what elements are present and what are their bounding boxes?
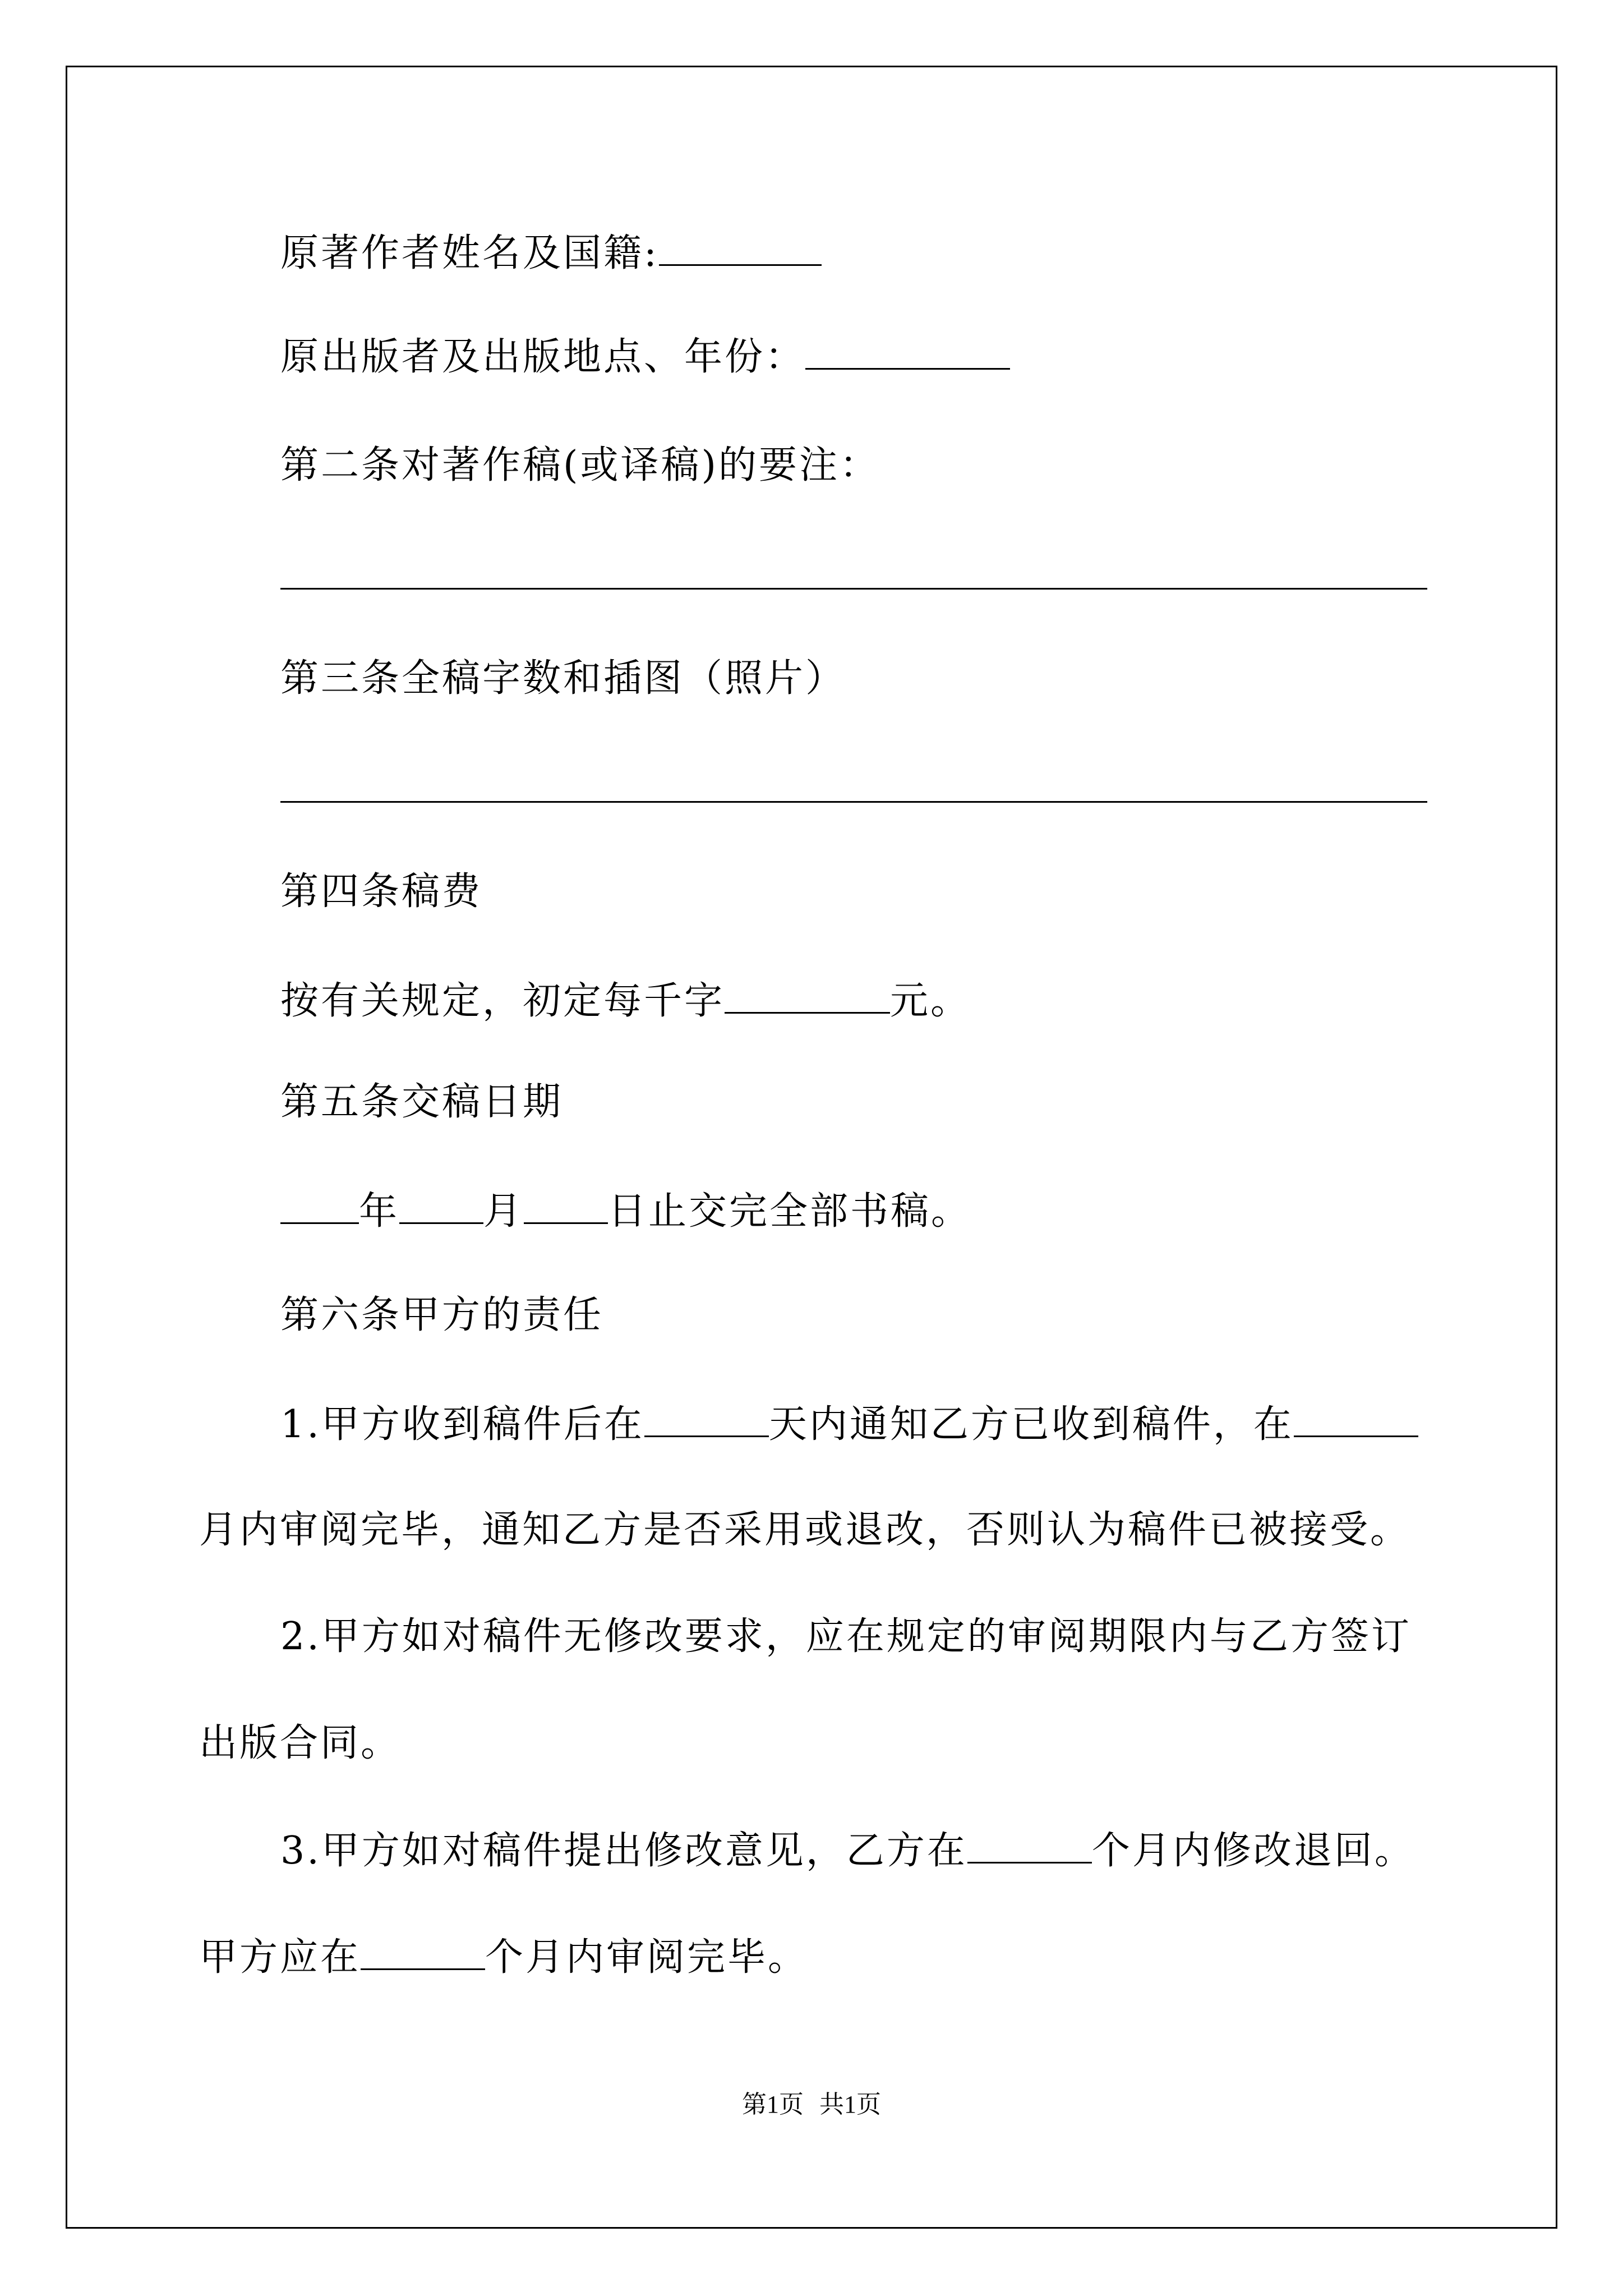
item2-line2: [199, 1718, 401, 1769]
item1-months-blank[interactable]: [1294, 1398, 1418, 1437]
article2-label: 第二条对著作稿(或译稿)的要注：: [280, 443, 880, 487]
article5-title-text: 第五条交稿日期: [280, 1080, 564, 1124]
footer-page-total: 共1页: [819, 2091, 881, 2118]
item3-revise-months-blank[interactable]: [967, 1825, 1092, 1864]
item1-line2: [199, 1505, 1410, 1556]
article5-date-line: [280, 1185, 971, 1237]
item3-review-months-blank[interactable]: [361, 1931, 485, 1970]
item3-line2: [199, 1931, 808, 1983]
item3-text-a: 3.甲方如对稿件提出修改意见，乙方在: [280, 1829, 967, 1873]
item1-text-c: 月内审阅完毕，通知乙方是否采用或退改，否则认为稿件已被接受。: [199, 1508, 1411, 1552]
author-nationality-label: 原著作者姓名及国籍:: [280, 231, 659, 275]
item2-text-a: 2.甲方如对稿件无修改要求，应在规定的审阅期限内与乙方签订: [280, 1614, 1412, 1659]
author-nationality-blank[interactable]: [659, 227, 822, 266]
article6-title-text: 第六条甲方的责任: [280, 1293, 604, 1337]
month-blank[interactable]: [399, 1185, 483, 1224]
item1-line1: [280, 1398, 1418, 1450]
article4-text: [280, 975, 971, 1027]
day-blank[interactable]: [524, 1185, 608, 1224]
article2-answer-rule[interactable]: [280, 588, 1427, 590]
year-blank[interactable]: [280, 1185, 359, 1224]
item3-line1: [280, 1825, 1415, 1876]
article5-title: [280, 1077, 563, 1128]
day-tail-label: 日止交完全部书稿。: [608, 1189, 972, 1234]
article6-title: [280, 1290, 603, 1341]
publisher-label: 原出版者及出版地点、年份：: [280, 335, 806, 379]
article3-line: [280, 654, 846, 704]
year-label: 年: [359, 1189, 400, 1234]
page-border: [66, 66, 1557, 2229]
author-nationality-line: [280, 227, 822, 279]
article4-text-a: 按有关规定，初定每千字: [280, 979, 725, 1023]
article3-label: 第三条全稿字数和插图（照片）: [280, 656, 846, 701]
item1-days-blank[interactable]: [644, 1398, 769, 1437]
article4-text-b: 元。: [890, 979, 971, 1023]
item2-line1: [280, 1612, 1412, 1662]
item3-text-c: 甲方应在: [199, 1935, 361, 1980]
footer-page-number: 第1页: [742, 2091, 804, 2118]
article2-line: [280, 440, 880, 491]
publisher-blank[interactable]: [805, 331, 1010, 370]
item3-text-d: 个月内审阅完毕。: [485, 1935, 809, 1980]
page-footer: [0, 2088, 1623, 2122]
fee-per-thousand-blank[interactable]: [725, 975, 890, 1014]
item3-text-b: 个月内修改退回。: [1091, 1829, 1415, 1873]
item2-text-b: 出版合同。: [199, 1721, 402, 1765]
article4-title: [280, 867, 482, 917]
item1-text-a: 1.甲方收到稿件后在: [280, 1402, 644, 1447]
article4-title-text: 第四条稿费: [280, 869, 483, 914]
month-label: 月: [483, 1189, 524, 1234]
article3-answer-rule[interactable]: [280, 801, 1427, 803]
publisher-line: [280, 331, 1010, 383]
item1-text-b: 天内通知乙方已收到稿件，在: [768, 1402, 1294, 1447]
